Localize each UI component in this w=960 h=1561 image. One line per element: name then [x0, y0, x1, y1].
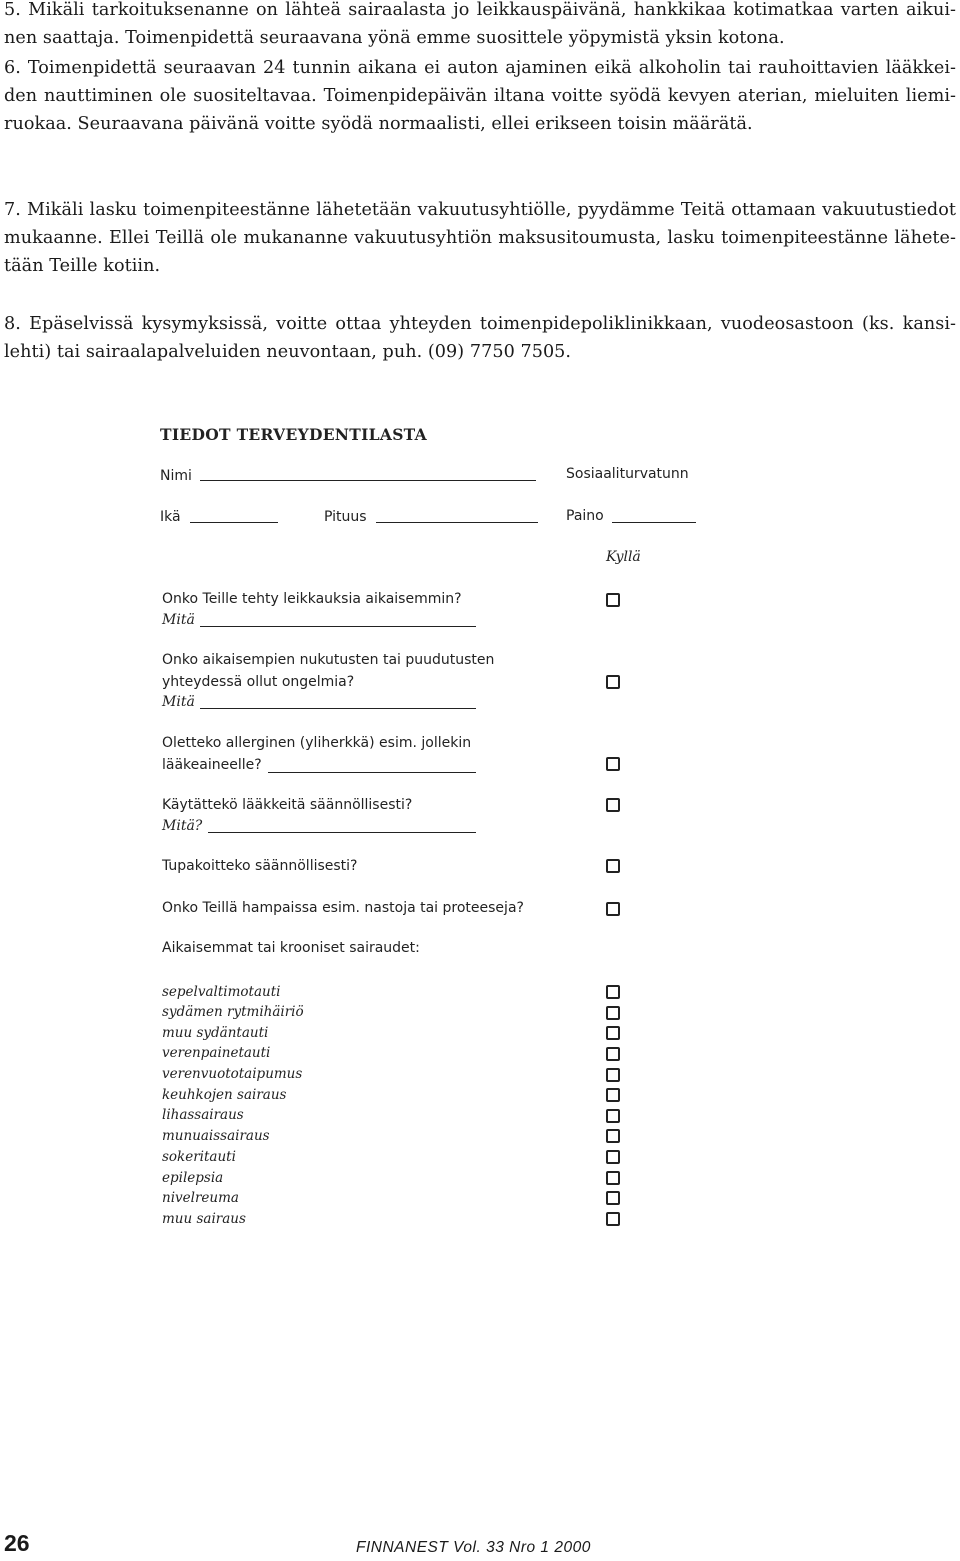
disease-checkbox[interactable] — [606, 1068, 620, 1082]
paragraph-line: 7. Mikäli lasku toimenpiteestänne lähetetään vakuutusyhtiölle, pyydämme Teitä ottamaan vakuutustiedot — [4, 200, 956, 220]
diseases-heading: Aikaisemmat tai krooniset sairaudet: — [162, 940, 420, 956]
surgeries-which-field[interactable] — [200, 626, 476, 627]
disease-label: epilepsia — [162, 1170, 224, 1186]
disease-label: lihassairaus — [162, 1107, 244, 1123]
question-allergy-line1: Oletteko allerginen (yliherkkä) esim. jollekin — [162, 735, 472, 751]
paragraph-line: tään Teille kotiin. — [4, 256, 161, 276]
paragraph-line: ruokaa. Seuraavana päivänä voitte syödä normaalisti, ellei erikseen toisin määrätä. — [4, 114, 753, 134]
disease-label: sydämen rytmihäiriö — [162, 1004, 304, 1020]
yes-column-header: Kyllä — [606, 549, 641, 565]
form-title: TIEDOT TERVEYDENTILASTA — [160, 425, 427, 444]
which-label: Mitä? — [162, 818, 203, 834]
question-anesthesia-line1: Onko aikaisempien nukutusten tai puudutusten — [162, 652, 495, 668]
disease-label: keuhkojen sairaus — [162, 1087, 287, 1103]
age-field[interactable] — [190, 522, 278, 523]
weight-field[interactable] — [612, 522, 696, 523]
disease-checkbox[interactable] — [606, 1129, 620, 1143]
question-medication: Käytättekö lääkkeitä säännöllisesti? — [162, 797, 413, 813]
page-number: 26 — [4, 1530, 30, 1556]
allergy-field[interactable] — [268, 772, 476, 773]
disease-label: munuaissairaus — [162, 1128, 270, 1144]
disease-label: sepelvaltimotauti — [162, 984, 281, 1000]
question-surgeries: Onko Teille tehty leikkauksia aikaisemmin? — [162, 591, 462, 607]
height-field[interactable] — [376, 522, 538, 523]
paragraph-line: mukaanne. Ellei Teillä ole mukananne vakuutusyhtiön maksusitoumusta, lasku toimenpiteestänne lähete- — [4, 228, 956, 248]
anesthesia-which-field[interactable] — [200, 708, 476, 709]
disease-checkbox[interactable] — [606, 1109, 620, 1123]
paragraph-line: 8. Epäselvissä kysymyksissä, voitte ottaa yhteyden toimenpidepoliklinikkaan, vuodeosastoon (ks. kansi- — [4, 314, 956, 334]
disease-checkbox[interactable] — [606, 1088, 620, 1102]
disease-checkbox[interactable] — [606, 1212, 620, 1226]
question-anesthesia-line2: yhteydessä ollut ongelmia? — [162, 674, 355, 690]
medication-which-field[interactable] — [208, 832, 476, 833]
disease-label: verenvuototaipumus — [162, 1066, 303, 1082]
checkbox-smoking[interactable] — [606, 859, 620, 873]
paragraph-line: den nauttiminen ole suositeltavaa. Toimenpidepäivän iltana voitte syödä kevyen aterian, mieluiten liemi- — [4, 86, 956, 106]
disease-label: nivelreuma — [162, 1190, 239, 1206]
checkbox-medication[interactable] — [606, 798, 620, 812]
disease-checkbox[interactable] — [606, 1171, 620, 1185]
height-label: Pituus — [324, 509, 367, 525]
question-dental: Onko Teillä hampaissa esim. nastoja tai proteeseja? — [162, 900, 524, 916]
disease-checkbox[interactable] — [606, 1150, 620, 1164]
age-label: Ikä — [160, 509, 181, 525]
which-label: Mitä — [162, 694, 195, 710]
checkbox-dental[interactable] — [606, 902, 620, 916]
disease-label: verenpainetauti — [162, 1045, 271, 1061]
disease-label: muu sydäntauti — [162, 1025, 269, 1041]
paragraph-line: nen saattaja. Toimenpidettä seuraavana yönä emme suosittele yöpymistä yksin kotona. — [4, 28, 785, 48]
checkbox-surgeries[interactable] — [606, 593, 620, 607]
weight-label: Paino — [566, 508, 604, 524]
question-smoking: Tupakoitteko säännöllisesti? — [162, 858, 358, 874]
disease-label: muu sairaus — [162, 1211, 246, 1227]
disease-checkbox[interactable] — [606, 1191, 620, 1205]
disease-label: sokeritauti — [162, 1149, 236, 1165]
name-label: Nimi — [160, 468, 192, 484]
name-field[interactable] — [200, 480, 536, 481]
paragraph-line: 6. Toimenpidettä seuraavan 24 tunnin aikana ei auton ajaminen eikä alkoholin tai rauhoittavien lääkkei- — [4, 58, 956, 78]
checkbox-anesthesia[interactable] — [606, 675, 620, 689]
checkbox-allergy[interactable] — [606, 757, 620, 771]
paragraph-line: lehti) tai sairaalapalveluiden neuvontaan, puh. (09) 7750 7505. — [4, 342, 572, 362]
disease-checkbox[interactable] — [606, 1026, 620, 1040]
disease-checkbox[interactable] — [606, 1006, 620, 1020]
which-label: Mitä — [162, 612, 195, 628]
publication-info: FINNANEST Vol. 33 Nro 1 2000 — [356, 1539, 591, 1556]
disease-checkbox[interactable] — [606, 985, 620, 999]
paragraph-line: 5. Mikäli tarkoituksenanne on lähteä sairaalasta jo leikkauspäivänä, hankkikaa kotimatkaa varten aikui- — [4, 0, 956, 20]
question-allergy-line2: lääkeaineelle? — [162, 757, 262, 773]
ssn-label: Sosiaaliturvatunn — [566, 466, 689, 482]
disease-checkbox[interactable] — [606, 1047, 620, 1061]
